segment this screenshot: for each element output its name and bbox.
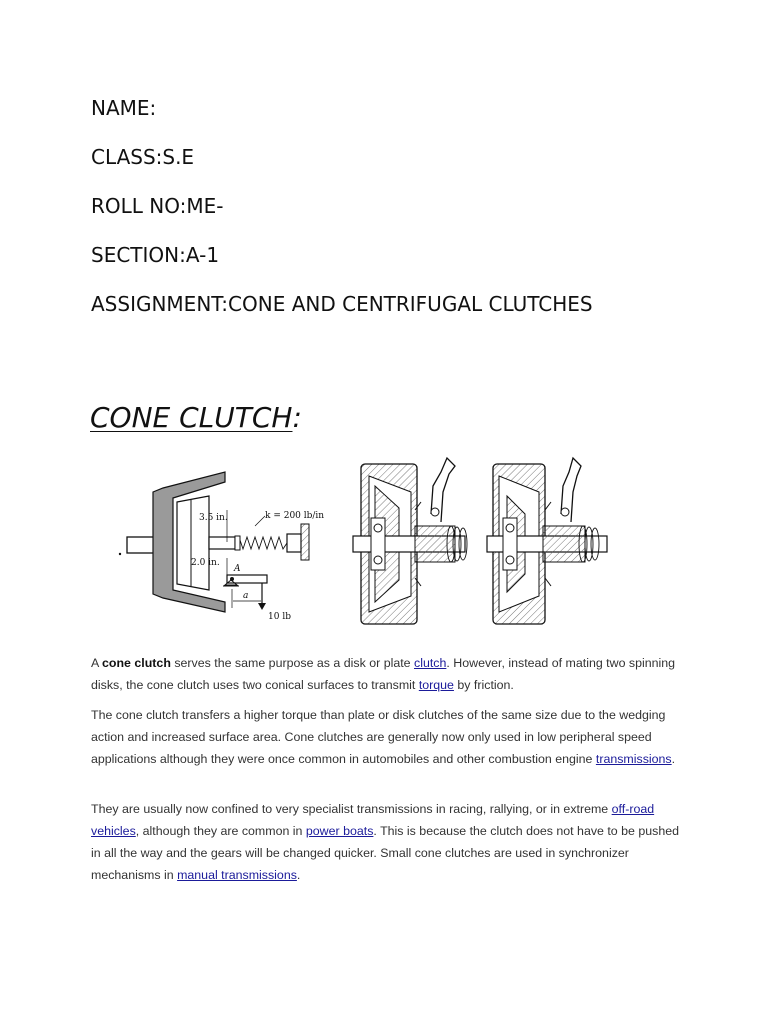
class-line: CLASS:S.E xyxy=(91,145,195,169)
p3-text-4: . xyxy=(296,868,301,882)
p1-text-3: . However, instead of mating two spinning disks, the cone clutch uses two conical surfaces to transmit xyxy=(91,656,676,692)
section-title-colon: : xyxy=(292,401,302,434)
p3-text-1: They are usually now confined to very specialist transmissions in racing, rallying, or in extreme xyxy=(91,802,612,816)
assignment-line: ASSIGNMENT:CONE AND CENTRIFUGAL CLUTCHES xyxy=(91,292,593,316)
clutch-schematic-diagram xyxy=(119,472,325,622)
link-power-boats[interactable]: power boats xyxy=(305,824,374,838)
p1-text-1: A xyxy=(91,656,103,670)
p2-text-1: The cone clutch transfers a higher torque than plate or disk clutches of the same size due to the wedging action and increased surface area. Cone clutches are generally now only used in low peripheral speed applications although they were once common in automobiles and other combustion engine xyxy=(91,708,666,766)
label-point-a: A xyxy=(234,564,241,574)
link-clutch[interactable]: clutch xyxy=(414,656,447,670)
link-manual-transmissions[interactable]: manual transmissions xyxy=(177,868,297,882)
link-torque[interactable]: torque xyxy=(418,678,454,692)
clutch-section-drawing-engaged xyxy=(353,458,467,624)
section-title-text: CONE CLUTCH xyxy=(90,401,293,434)
label-spring-constant: k = 200 lb/in xyxy=(265,511,325,521)
label-10-lb: 10 lb xyxy=(268,612,291,622)
paragraph-intro xyxy=(91,652,681,696)
link-transmissions[interactable]: transmissions xyxy=(595,752,672,766)
section-title xyxy=(90,401,302,434)
link-off-road-vehicles[interactable]: off-road vehicles xyxy=(91,802,655,838)
cone-clutch-figure xyxy=(115,452,615,637)
paragraph-torque xyxy=(91,704,681,770)
label-distance-a: a xyxy=(243,591,249,601)
label-3-5-in: 3.5 in. xyxy=(199,513,228,523)
roll-number-line: ROLL NO:ME- xyxy=(91,194,224,218)
clutch-section-drawing-disengaged xyxy=(487,458,607,624)
p1-bold-term: cone clutch xyxy=(102,656,171,670)
p1-text-2: serves the same purpose as a disk or plate xyxy=(170,656,415,670)
p3-text-2: , although they are common in xyxy=(135,824,306,838)
p1-text-4: by friction. xyxy=(453,678,514,692)
p2-text-2: . xyxy=(671,752,676,766)
name-line: NAME: xyxy=(91,96,157,120)
section-line: SECTION:A-1 xyxy=(91,243,220,267)
p3-text-3: . This is because the clutch does not have to be pushed in all the way and the gears will be changed quicker. Small cone clutches are used in synchronizer mechanisms in xyxy=(91,824,680,882)
label-2-0-in: 2.0 in. xyxy=(191,558,220,568)
paragraph-usage xyxy=(91,798,681,886)
